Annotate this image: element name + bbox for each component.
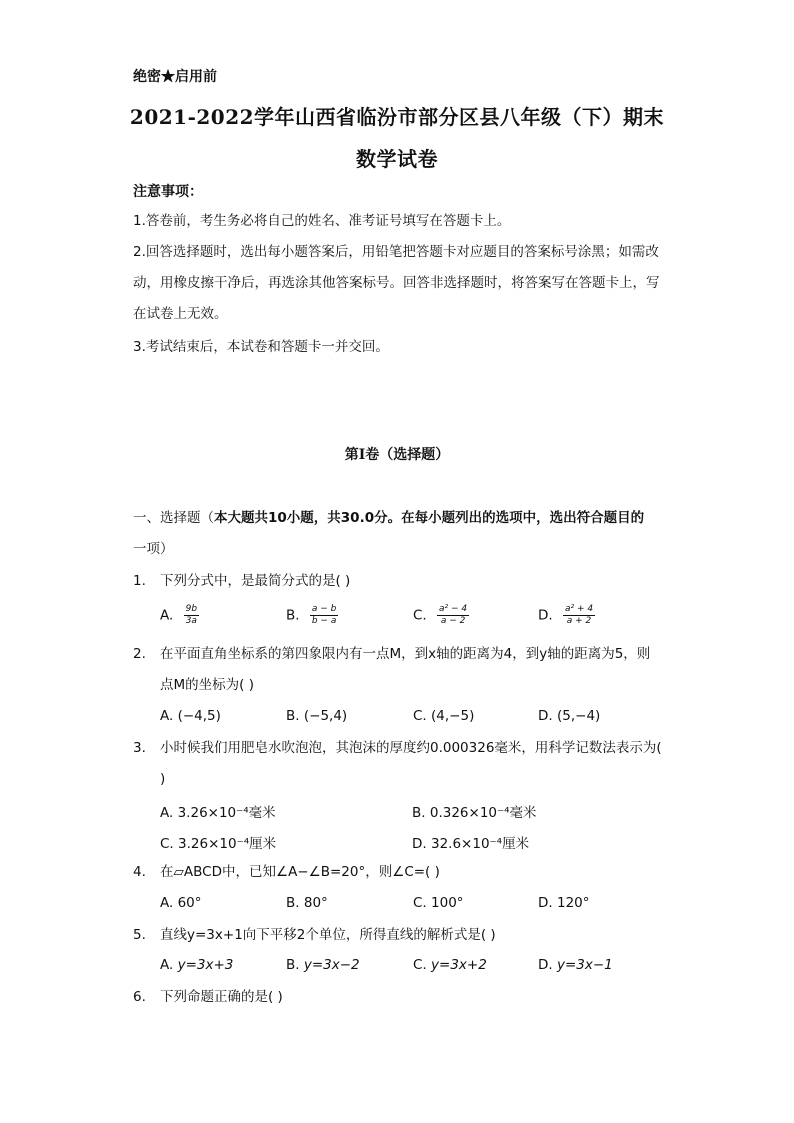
option-label: A. (160, 895, 174, 911)
option-d[interactable] (538, 957, 613, 973)
option-label: B. (286, 708, 300, 724)
fraction-numerator: 9b (185, 604, 198, 614)
option-label: B. (412, 805, 426, 821)
option-text: y=3x−1 (556, 957, 613, 973)
option-text: y=3x+2 (431, 957, 487, 973)
option-text: 60° (177, 895, 202, 911)
option-label: C. (413, 607, 427, 624)
option-a[interactable] (160, 708, 221, 724)
option-d[interactable] (538, 708, 600, 724)
option-b[interactable] (286, 604, 338, 627)
fraction (437, 604, 469, 627)
question-number: 2. (133, 646, 146, 662)
option-label: B. (286, 895, 300, 911)
fraction-numerator: a − b (311, 604, 337, 614)
notice-item: 2.回答选择题时，选出每小题答案后，用铅笔把答题卡对应题目的答案标号涂黑；如需改动，用橡皮擦干净后，再选涂其他答案标号。回答非选择题时，将答案写在答题卡上，写在试卷上无效。 (133, 244, 660, 322)
part-heading (133, 503, 663, 565)
option-label: C. (413, 957, 427, 973)
option-text: 120° (556, 895, 590, 911)
fraction-denominator: b − a (311, 616, 337, 626)
fraction-denominator: a − 2 (440, 616, 466, 626)
question-stem: 下列命题正确的是( ) (160, 989, 283, 1005)
option-label: B. (286, 957, 300, 973)
option-label: A. (160, 805, 174, 821)
question-number: 3. (133, 740, 146, 756)
option-text: (5,−4) (556, 708, 601, 724)
question-stem: 在平面直角坐标系的第四象限内有一点M，到x轴的距离为4，到y轴的距离为5，则点M的坐标为( ) (160, 646, 651, 693)
option-label: D. (538, 607, 553, 624)
option-c[interactable] (413, 957, 487, 973)
exam-subtitle: 数学试卷 (356, 147, 438, 171)
option-b[interactable] (412, 801, 537, 821)
option-text: (−4,5) (177, 708, 221, 724)
option-text: (−5,4) (303, 708, 348, 724)
option-a[interactable] (160, 895, 202, 911)
notice-heading: 注意事项： (133, 184, 203, 200)
question-number: 6. (133, 989, 146, 1005)
section-title: 第I卷（选择题） (344, 447, 450, 463)
option-a[interactable] (160, 801, 276, 821)
option-label: D. (538, 895, 553, 911)
option-label: A. (160, 957, 174, 973)
option-text: 3.26×10⁻⁴厘米 (178, 836, 277, 852)
question-number: 5. (133, 927, 146, 943)
option-label: D. (538, 957, 553, 973)
part-label-prefix: 一、选择题（ (133, 510, 214, 526)
option-label: B. (286, 607, 300, 624)
question-number: 1. (133, 573, 146, 589)
part-label-rest: 一项） (133, 541, 174, 557)
option-label: C. (413, 708, 427, 724)
question-stem: 在▱ABCD中，已知∠A−∠B=20°，则∠C=( ) (160, 864, 440, 880)
option-text: 3.26×10⁻⁴毫米 (177, 805, 276, 821)
fraction (310, 604, 339, 627)
option-text: y=3x+3 (177, 957, 234, 973)
option-label: A. (160, 708, 174, 724)
option-c[interactable] (160, 832, 276, 852)
option-label: C. (160, 836, 174, 852)
notice-item: 1.答卷前，考生务必将自己的姓名、准考证号填写在答题卡上。 (133, 213, 511, 229)
fraction (563, 604, 595, 627)
option-text: 100° (431, 895, 464, 911)
part-label-bold: 本大题共10小题，共30.0分。在每小题列出的选项中，选出符合题目的 (214, 510, 645, 526)
question-number: 4. (133, 864, 146, 880)
option-text: y=3x−2 (303, 957, 360, 973)
fraction-denominator: 3a (185, 616, 197, 626)
option-c[interactable] (413, 895, 464, 911)
option-b[interactable] (286, 895, 328, 911)
option-label: A. (160, 607, 174, 624)
fraction (184, 604, 199, 627)
option-b[interactable] (286, 957, 360, 973)
question-stem: 小时候我们用肥皂水吹泡泡，其泡沫的厚度约0.000326毫米，用科学记数法表示为( ) (160, 740, 662, 787)
option-a[interactable] (160, 957, 233, 973)
fraction-numerator: a² + 4 (564, 604, 594, 614)
option-text: (4,−5) (431, 708, 475, 724)
question-stem: 直线y=3x+1向下平移2个单位，所得直线的解析式是( ) (160, 927, 496, 943)
option-d[interactable] (412, 832, 529, 852)
option-label: D. (412, 836, 427, 852)
option-label: C. (413, 895, 427, 911)
notice-item: 3.考试结束后，本试卷和答题卡一并交回。 (133, 339, 389, 355)
secret-mark: 绝密★启用前 (133, 69, 217, 85)
fraction-numerator: a² − 4 (439, 604, 468, 614)
option-text: 0.326×10⁻⁴毫米 (429, 805, 537, 821)
option-text: 32.6×10⁻⁴厘米 (430, 836, 530, 852)
option-a[interactable] (160, 604, 199, 627)
option-d[interactable] (538, 604, 595, 627)
option-c[interactable] (413, 604, 469, 627)
option-text: 80° (303, 895, 328, 911)
exam-title: 2021-2022学年山西省临汾市部分区县八年级（下）期末 (129, 105, 665, 129)
option-d[interactable] (538, 895, 590, 911)
option-c[interactable] (413, 708, 474, 724)
option-label: D. (538, 708, 553, 724)
option-b[interactable] (286, 708, 347, 724)
fraction-denominator: a + 2 (566, 616, 592, 626)
question-stem: 下列分式中，是最简分式的是( ) (160, 573, 351, 589)
